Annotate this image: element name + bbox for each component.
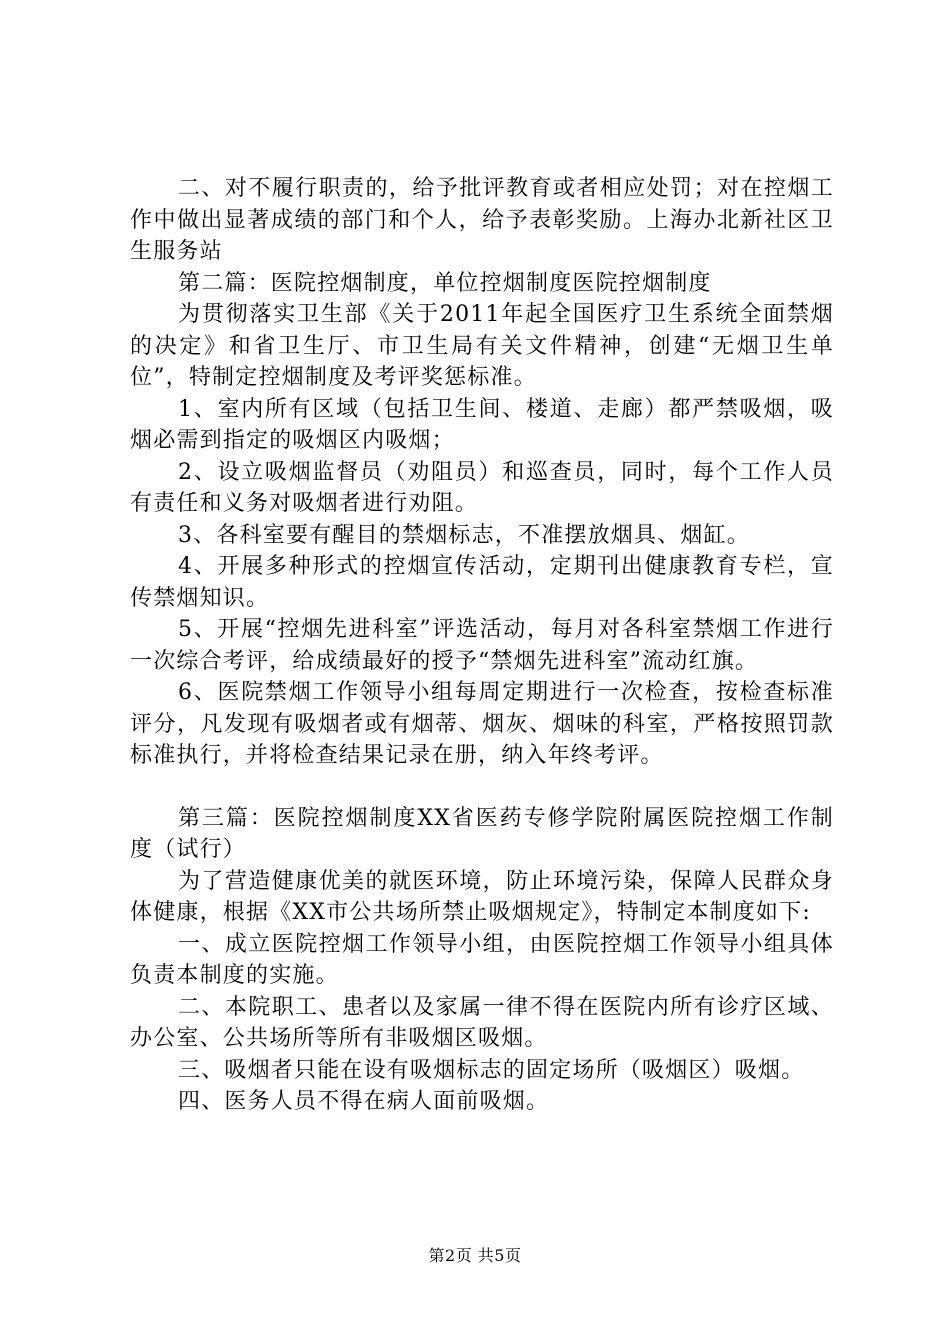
paragraph: 1、室内所有区域（包括卫生间、楼道、走廊）都严禁吸烟，吸烟必需到指定的吸烟区内吸烟； xyxy=(130,396,834,453)
paragraph: 二、本院职工、患者以及家属一律不得在医院内所有诊疗区域、办公室、公共场所等所有非吸烟区吸烟。 xyxy=(130,994,834,1051)
paragraph: 4、开展多种形式的控烟宣传活动，定期刊出健康教育专栏，宣传禁烟知识。 xyxy=(130,554,834,611)
section-gap xyxy=(130,772,834,803)
paragraph: 6、医院禁烟工作领导小组每周定期进行一次检查，按检查标准评分，凡发现有吸烟者或有烟蒂、烟灰、烟味的科室，严格按照罚款标准执行，并将检查结果记录在册，纳入年终考评。 xyxy=(130,680,834,768)
paragraph: 3、各科室要有醒目的禁烟标志，不准摆放烟具、烟缸。 xyxy=(178,522,750,548)
paragraph: 三、吸烟者只能在设有吸烟标志的固定场所（吸烟区）吸烟。 xyxy=(178,1057,805,1083)
paragraph: 2、设立吸烟监督员（劝阻员）和巡查员，同时，每个工作人员有责任和义务对吸烟者进行劝阻。 xyxy=(130,459,834,516)
paragraph: 二、对不履行职责的，给予批评教育或者相应处罚；对在控烟工作中做出显著成绩的部门和个人，给予表彰奖励。上海办北新社区卫生服务站 xyxy=(130,176,834,264)
paragraph: 5、开展“控烟先进科室”评选活动，每月对各科室禁烟工作进行一次综合考评，给成绩最好的授予“禁烟先进科室”流动红旗。 xyxy=(130,617,834,674)
paragraph: 一、成立医院控烟工作领导小组，由医院控烟工作领导小组具体负责本制度的实施。 xyxy=(130,931,834,988)
paragraph: 四、医务人员不得在病人面前吸烟。 xyxy=(178,1089,550,1114)
page-number-footer: 第2页 共5页 xyxy=(428,1246,522,1265)
paragraph: 为了营造健康优美的就医环境，防止环境污染，保障人民群众身体健康，根据《XX市公共场所禁止吸烟规定》，特制定本制度如下: xyxy=(130,868,834,925)
section-heading: 第三篇：医院控烟制度XX省医药专修学院附属医院控烟工作制度（试行） xyxy=(130,805,834,862)
document-body xyxy=(130,173,834,1118)
paragraph: 为贯彻落实卫生部《关于2011年起全国医疗卫生系统全面禁烟的决定》和省卫生厅、市卫生局有关文件精神，创建“无烟卫生单位”，特制定控烟制度及考评奖惩标准。 xyxy=(130,302,834,390)
section-heading: 第二篇：医院控烟制度，单位控烟制度医院控烟制度 xyxy=(178,270,712,296)
